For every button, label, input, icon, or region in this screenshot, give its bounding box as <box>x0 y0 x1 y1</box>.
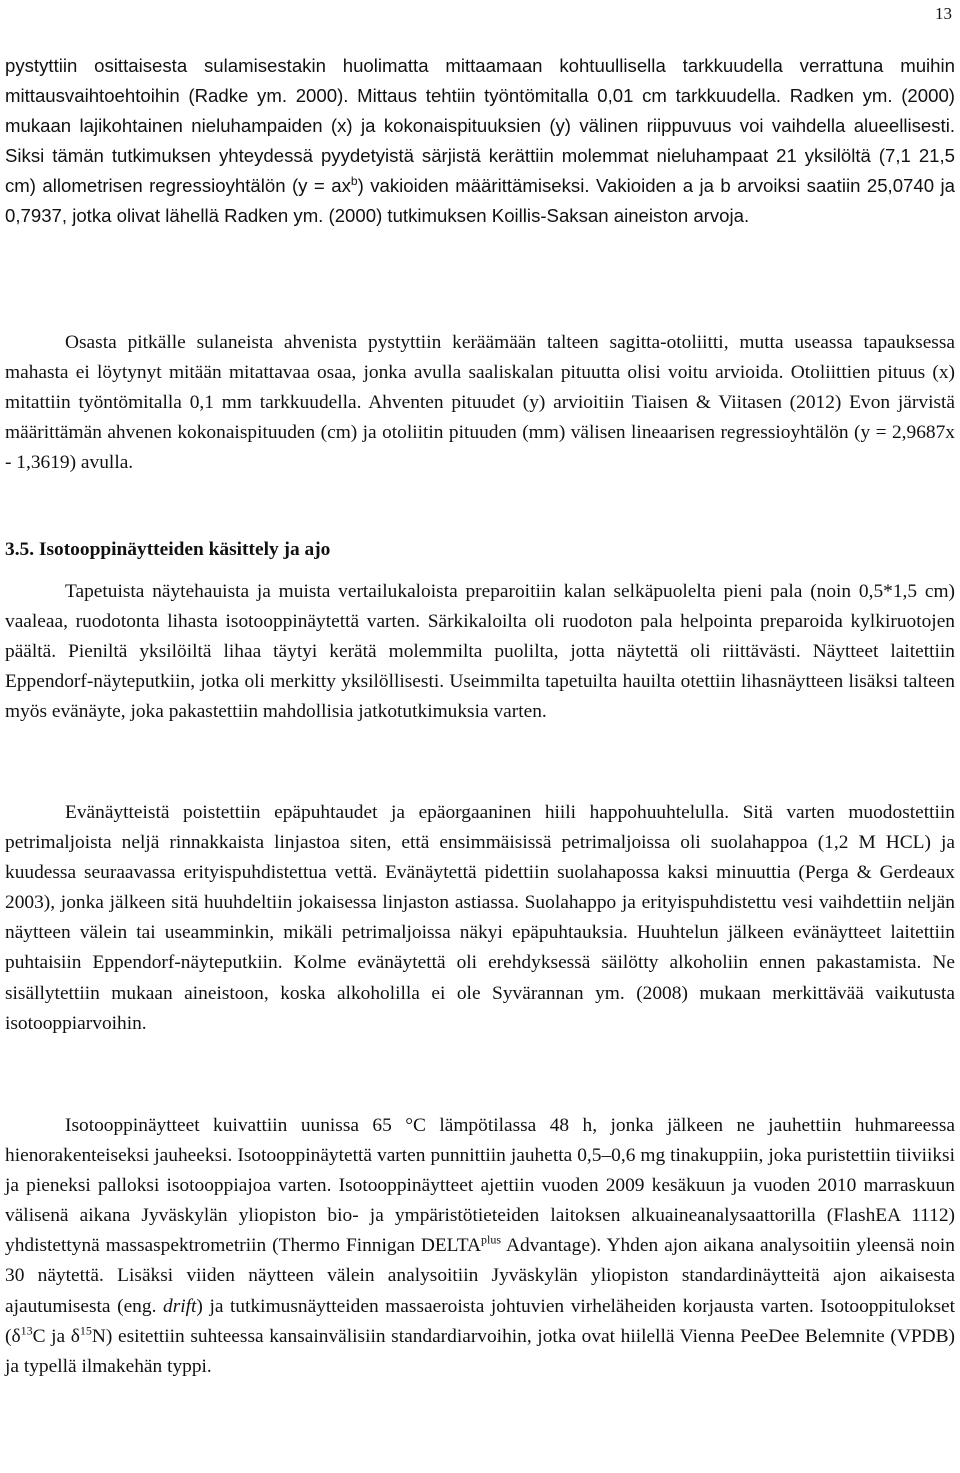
isotope-text-e: N) esitettiin suhteessa kansainvälisiin standardiarvoihin, jotka ovat hiilellä Vienna PeeDee Belemnite (VPDB) ja typellä ilmakehän typpi. <box>5 1325 955 1377</box>
isotope-text-b: Advantage). Yhden ajon aikana analysoitiin yleensä noin 30 näytettä. Lisäksi viiden näytteen välein analysoitiin Jyväskylän yliopiston standardinäytteitä ajon aikaisesta ajautumisesta (eng. <box>5 1235 955 1317</box>
drift-term: drift <box>163 1295 197 1317</box>
page-number: 13 <box>935 4 952 23</box>
isotope-text-d: C ja δ <box>32 1325 80 1347</box>
superscript-13: 13 <box>20 1323 33 1338</box>
superscript-15: 15 <box>79 1323 92 1338</box>
paragraph-sample-preparation: Tapetuista näytehauista ja muista vertailukaloista preparoitiin kalan selkäpuolelta pieni pala (noin 0,5*1,5 cm) vaaleaa, ruodotonta lihasta isotooppinäytettä varten. Särkikaloilta oli ruodoton pala helpointa preparoida kylkiruotojen päältä. Pieniltä yksilöiltä lihaa täytyi kerätä molemmilta puolilta, jotta näytettä oli riittävästi. Näytteet laitettiin Eppendorf-näyteputkiin, jotka oli merkitty yksilöllisesti. Useimmilta tapetuilta hauilta otettiin lihasnäytteen lisäksi talteen myös evänäyte, joka pakastettiin mahdollisia jatkotutkimuksia varten. <box>5 581 955 723</box>
paragraph-allometry <box>5 51 955 232</box>
superscript-b: b <box>350 174 358 189</box>
paragraph-allometry-part-2: 21,5 cm) allometrisen regressioyhtälön (y = ax <box>5 145 956 197</box>
section-heading: 3.5. Isotooppinäytteiden käsittely ja ajo <box>5 539 331 560</box>
paragraph-otoliths: Osasta pitkälle sulaneista ahvenista pystyttiin keräämään talteen sagitta-otoliitti, mutta useassa tapauksessa mahasta ei löytynyt mitään mitattavaa osaa, jonka avulla saaliskalan pituutta olisi voitu arvioida. Otoliittien pituus (x) mitattiin työntömitalla 0,1 mm tarkkuudella. Ahventen pituudet (y) arvioitiin Tiaisen & Viitasen (2012) Evon järvistä määrittämän ahvenen kokonaispituuden (cm) ja otoliitin pituuden (mm) välisen lineaarisen regressioyhtälön (y = 2,9687x - 1,3619) avulla. <box>5 332 955 474</box>
isotope-text-a: Isotooppinäytteet kuivattiin uunissa 65 °C lämpötilassa 48 h, jonka jälkeen ne jauhettiin huhmareessa hienorakenteiseksi jauheeksi. Isotooppinäytettä varten punnittiin jauhetta 0,5–0,6 mg tinakuppiin, joka puristettiin tiiviiksi ja pieneksi palloksi isotooppiajoa varten. Isotooppinäytteet ajettiin vuoden 2009 kesäkuun ja vuoden 2010 marraskuun välisenä aikana Jyväskylän yliopiston bio- ja ympäristötieteiden laitoksen alkuaineanalysaattorilla (FlashEA 1112) yhdistettynä massaspektrometriin (Thermo Finnigan DELTA <box>5 1115 955 1257</box>
isotope-text-c: ) ja tutkimusnäytteiden massaeroista johtuvien virheläheiden korjausta varten. Isotooppitulokset (δ <box>5 1295 955 1347</box>
paragraph-allometry-part-3: ) vakioiden määrittämiseksi. Vakioiden a ja b arvoiksi saatiin 25,0740 ja 0,7937, jotka olivat lähellä Radken ym. (2000) tutkimuksen Koillis-Saksan aineiston arvoja. <box>5 175 955 227</box>
paragraph-fin-samples: Evänäytteistä poistettiin epäpuhtaudet ja epäorgaaninen hiili happohuuhtelulla. Sitä varten muodostettiin petrimaljoista neljä rinnakkaista linjastoa siten, että ensimmäisissä petrimaljoissa oli suolahappoa (1,2 M HCL) ja kuudessa seuraavassa erityispuhdistettua vettä. Evänäytettä pidettiin suolahapossa kaksi minuuttia (Perga & Gerdeaux 2003), jonka jälkeen sitä huuhdeltiin jokaisessa linjaston astiassa. Suolahappo ja erityispuhdistettu vesi vaihdettiin neljän näytteen välein tai useamminkin, mikäli petrimaljoissa näkyi epäpuhtauksia. Huuhtelun jälkeen evänäytteet laitettiin puhtaisiin Eppendorf-näyteputkiin. Kolme evänäytettä oli erehdyksessä säilötty alkoholiin ennen pakastamista. Ne sisällytettiin mukaan aineistoon, koska alkoholilla ei ole Syvärannan ym. (2008) mukaan merkittävää vaikutusta isotooppiarvoihin. <box>5 802 955 1034</box>
paragraph-allometry-part-1: pystyttiin osittaisesta sulamisestakin huolimatta mittaamaan kohtuullisella tarkkuudella verrattuna muihin mittausvaihtoehtoihin (Radke ym. 2000). Mittaus tehtiin työntömitalla 0,01 cm tarkkuudella. Radken ym. (2000) mukaan lajikohtainen nieluhampaiden (x) ja kokonaispituuksien (y) välinen riippuvuus voi vaihdella alueellisesti. Siksi tämän tutkimuksen yhteydessä pyydetyistä särjistä kerättiin molemmat nieluhampaat 21 yksilöltä (7,1 <box>5 55 955 167</box>
paragraph-isotope-analysis <box>5 1111 955 1382</box>
superscript-plus: plus <box>481 1232 502 1247</box>
